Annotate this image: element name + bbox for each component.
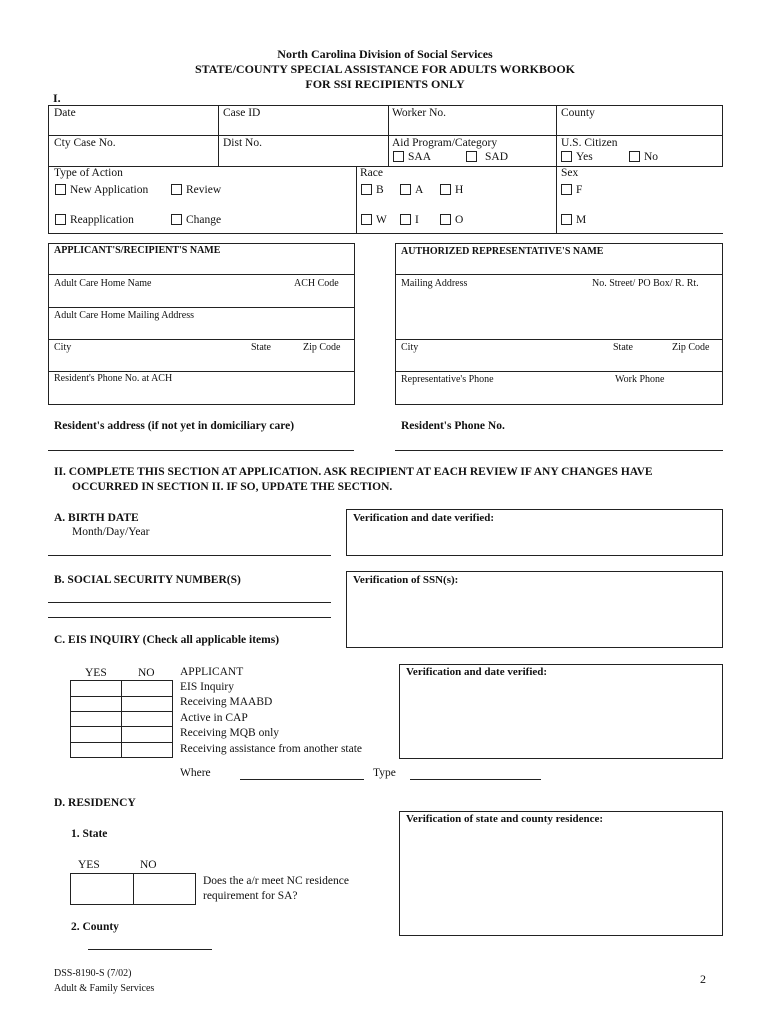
eis-verification-box[interactable] bbox=[399, 664, 723, 759]
rep-zip-label: Zip Code bbox=[672, 342, 710, 353]
worker-no-label: Worker No. bbox=[392, 107, 447, 119]
race-label: Race bbox=[360, 167, 383, 179]
division-name: Adult & Family Services bbox=[54, 983, 155, 994]
county-label: County bbox=[561, 107, 595, 119]
residency-verification-box[interactable] bbox=[399, 811, 723, 936]
header-line3: FOR SSI RECIPIENTS ONLY bbox=[305, 77, 465, 91]
citizen-no-checkbox[interactable]: No bbox=[629, 151, 658, 163]
ssn-label: B. SOCIAL SECURITY NUMBER(S) bbox=[54, 574, 241, 586]
ach-name-label: Adult Care Home Name bbox=[54, 278, 152, 289]
reapplication-checkbox[interactable]: Reapplication bbox=[55, 214, 134, 226]
aid-program-label: Aid Program/Category bbox=[392, 137, 498, 149]
sex-m-checkbox[interactable]: M bbox=[561, 214, 586, 226]
resident-address-label: Resident's address (if not yet in domiciliary care) bbox=[54, 420, 295, 432]
race-i-checkbox[interactable]: I bbox=[400, 214, 419, 226]
eis-no-header: NO bbox=[138, 667, 155, 679]
eis-item-cap: Active in CAP bbox=[180, 712, 248, 724]
resident-phone-line[interactable] bbox=[395, 450, 723, 451]
citizen-yes-checkbox[interactable]: Yes bbox=[561, 151, 593, 163]
applicant-name-label: APPLICANT'S/RECIPIENT'S NAME bbox=[54, 245, 221, 256]
resident-address-line[interactable] bbox=[48, 450, 354, 451]
ssn-verification-label: Verification of SSN(s): bbox=[353, 574, 459, 586]
header-line1: North Carolina Division of Social Services bbox=[277, 47, 493, 61]
section-2-subheading: OCCURRED IN SECTION II. IF SO, UPDATE THE SECTION. bbox=[72, 481, 393, 493]
eis-type-line[interactable] bbox=[410, 779, 541, 780]
eis-yes-header: YES bbox=[85, 667, 107, 679]
eis-item-other-state: Receiving assistance from another state bbox=[180, 743, 363, 755]
cty-case-no-label: Cty Case No. bbox=[54, 137, 116, 149]
ach-phone-label: Resident's Phone No. at ACH bbox=[54, 373, 173, 384]
eis-item-inquiry: EIS Inquiry bbox=[180, 681, 234, 693]
residency-label: D. RESIDENCY bbox=[54, 797, 136, 809]
case-id-label: Case ID bbox=[223, 107, 261, 119]
saa-checkbox[interactable]: SAA bbox=[393, 151, 431, 163]
residency-no-header: NO bbox=[140, 859, 157, 871]
eis-label: C. EIS INQUIRY (Check all applicable items) bbox=[54, 634, 280, 646]
type-of-action-label: Type of Action bbox=[54, 167, 123, 179]
dist-no-label: Dist No. bbox=[223, 137, 262, 149]
applicant-city-label: City bbox=[54, 342, 72, 353]
race-w-checkbox[interactable]: W bbox=[361, 214, 387, 226]
birth-date-line[interactable] bbox=[48, 555, 331, 556]
residency-county-line[interactable] bbox=[88, 949, 212, 950]
race-o-checkbox[interactable]: O bbox=[440, 214, 463, 226]
residency-county-label: 2. County bbox=[71, 921, 119, 933]
eis-item-mqb: Receiving MQB only bbox=[180, 727, 280, 739]
residency-yes-header: YES bbox=[78, 859, 100, 871]
race-h-checkbox[interactable]: H bbox=[440, 184, 463, 196]
residency-question-line1: Does the a/r meet NC residence bbox=[203, 875, 349, 887]
race-b-checkbox[interactable]: B bbox=[361, 184, 384, 196]
us-citizen-label: U.S. Citizen bbox=[561, 137, 618, 149]
resident-phone-label: Resident's Phone No. bbox=[401, 420, 505, 432]
eis-where-label: Where bbox=[180, 767, 211, 779]
ssn-line-1[interactable] bbox=[48, 602, 331, 603]
sex-f-checkbox[interactable]: F bbox=[561, 184, 582, 196]
birth-date-sublabel: Month/Day/Year bbox=[72, 526, 150, 538]
residency-state-label: 1. State bbox=[71, 828, 108, 840]
header-line2: STATE/COUNTY SPECIAL ASSISTANCE FOR ADULTS WORKBOOK bbox=[195, 62, 575, 76]
ssn-line-2[interactable] bbox=[48, 617, 331, 618]
rep-street-label: No. Street/ PO Box/ R. Rt. bbox=[592, 278, 699, 289]
rep-state-label: State bbox=[613, 342, 633, 353]
ach-code-label: ACH Code bbox=[294, 278, 339, 289]
eis-where-line[interactable] bbox=[240, 779, 364, 780]
form-number: DSS-8190-S (7/02) bbox=[54, 968, 132, 979]
eis-item-maabd: Receiving MAABD bbox=[180, 696, 273, 708]
race-a-checkbox[interactable]: A bbox=[400, 184, 423, 196]
birth-date-label: A. BIRTH DATE bbox=[54, 512, 139, 524]
change-checkbox[interactable]: Change bbox=[171, 214, 221, 226]
rep-city-label: City bbox=[401, 342, 419, 353]
eis-verification-label: Verification and date verified: bbox=[406, 666, 548, 678]
rep-phone-label: Representative's Phone bbox=[401, 374, 494, 385]
new-application-checkbox[interactable]: New Application bbox=[55, 184, 148, 196]
review-checkbox[interactable]: Review bbox=[171, 184, 221, 196]
work-phone-label: Work Phone bbox=[615, 374, 665, 385]
applicant-state-label: State bbox=[251, 342, 271, 353]
sad-checkbox[interactable]: SAD bbox=[466, 151, 508, 163]
rep-mailing-label: Mailing Address bbox=[401, 278, 468, 289]
eis-type-label: Type bbox=[373, 767, 396, 779]
residency-verification-label: Verification of state and county residence: bbox=[406, 813, 604, 825]
section-1-number: I. bbox=[53, 91, 61, 105]
eis-item-applicant: APPLICANT bbox=[180, 666, 244, 678]
date-label: Date bbox=[54, 107, 76, 119]
applicant-zip-label: Zip Code bbox=[303, 342, 341, 353]
birth-verification-label: Verification and date verified: bbox=[353, 512, 495, 524]
representative-name-label: AUTHORIZED REPRESENTATIVE'S NAME bbox=[401, 246, 604, 257]
ach-mailing-label: Adult Care Home Mailing Address bbox=[54, 310, 194, 321]
residency-question-line2: requirement for SA? bbox=[203, 890, 298, 902]
page-number: 2 bbox=[700, 972, 706, 986]
section-2-heading: II. COMPLETE THIS SECTION AT APPLICATION. ASK RECIPIENT AT EACH REVIEW IF ANY CHANGES HAVE bbox=[54, 466, 653, 478]
sex-label: Sex bbox=[561, 167, 579, 179]
